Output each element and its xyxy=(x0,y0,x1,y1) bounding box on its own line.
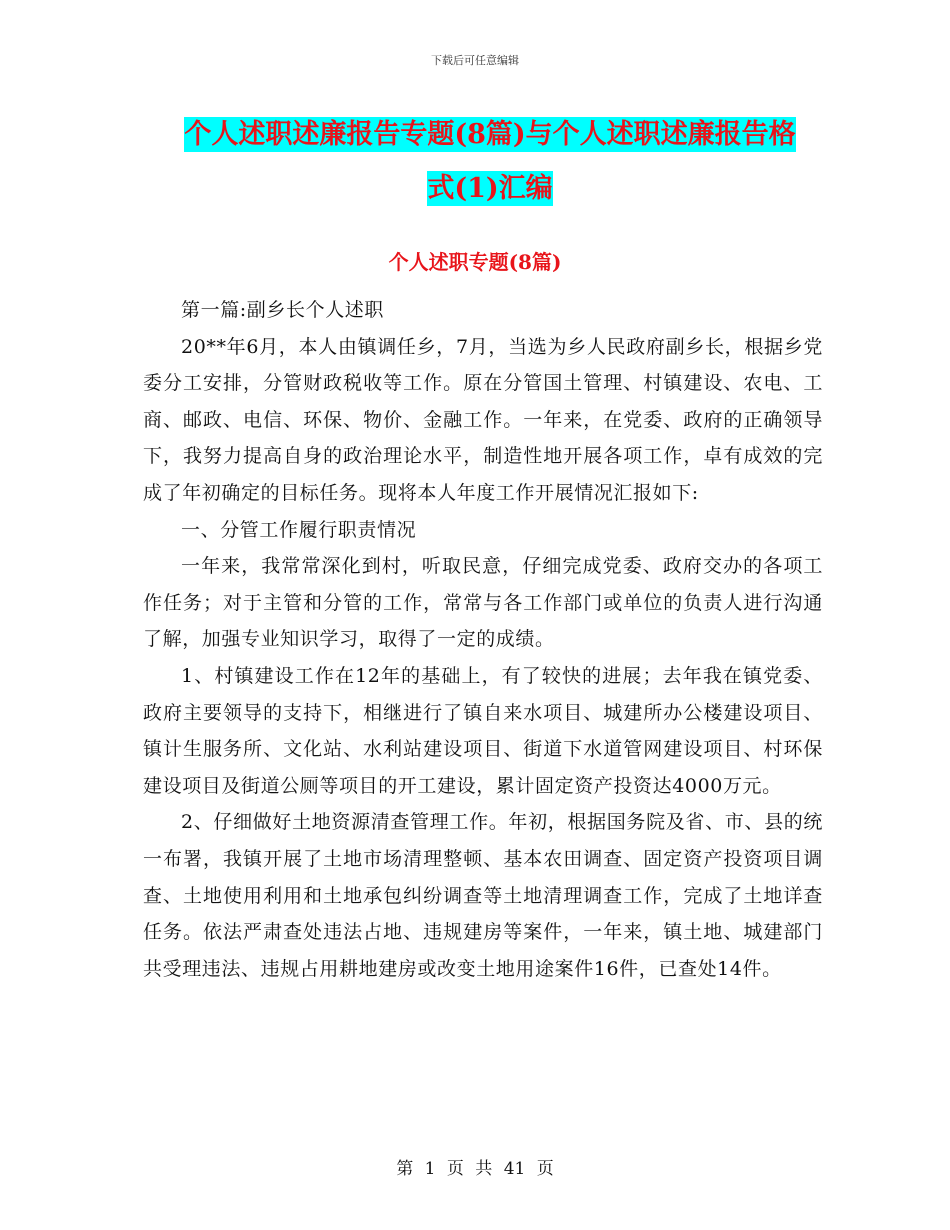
paragraph-item-1: 1、村镇建设工作在12年的基础上，有了较快的进展；去年我在镇党委、政府主要领导的支持下，相继进行了镇自来水项目、城建所办公楼建设项目、镇计生服务所、文化站、水利站建设项目、街道下水道管网建设项目、村环保建设项目及街道公厕等项目的开工建设，累计固定资产投资达4000万元。 xyxy=(143,664,823,797)
paragraph-intro: 20**年6月，本人由镇调任乡，7月，当选为乡人民政府副乡长，根据乡党委分工安排，分管财政税收等工作。原在分管国土管理、村镇建设、农电、工商、邮政、电信、环保、物价、金融工作。一年来，在党委、政府的正确领导下，我努力提高自身的政治理论水平，制造性地开展各项工作，卓有成效的完成了年初确定的目标任务。现将本人年度工作开展情况汇报如下: xyxy=(143,335,823,504)
document-title-line-1: 个人述职述廉报告专题(8篇)与个人述职述廉报告格 xyxy=(184,119,796,150)
paragraph-chapter-heading: 第一篇:副乡长个人述职 xyxy=(181,299,385,321)
section-title: 个人述职专题(8篇) xyxy=(388,250,562,274)
document-title xyxy=(140,108,840,216)
paragraph-item-2: 2、仔细做好土地资源清查管理工作。年初，根据国务院及省、市、县的统一布署，我镇开展了土地市场清理整顿、基本农田调查、固定资产投资项目调查、土地使用利用和土地承包纠纷调查等土地清理调查工作，完成了土地详查任务。依法严肃查处违法占地、违规建房等案件，一年来，镇土地、城建部门共受理违法、违规占用耕地建房或改变土地用途案件16件，已查处14件。 xyxy=(143,811,823,980)
page-header-note: 下载后可任意编辑 xyxy=(431,54,519,67)
page-number-footer: 第 1 页 共 41 页 xyxy=(396,1159,554,1179)
document-body xyxy=(143,292,823,987)
paragraph-overview: 一年来，我常常深化到村，听取民意，仔细完成党委、政府交办的各项工作任务；对于主管和分管的工作，常常与各工作部门或单位的负责人进行沟通了解，加强专业知识学习，取得了一定的成绩。 xyxy=(143,555,823,651)
document-title-line-2: 式(1)汇编 xyxy=(427,173,553,204)
paragraph-subheading-duties: 一、分管工作履行职责情况 xyxy=(181,518,417,541)
